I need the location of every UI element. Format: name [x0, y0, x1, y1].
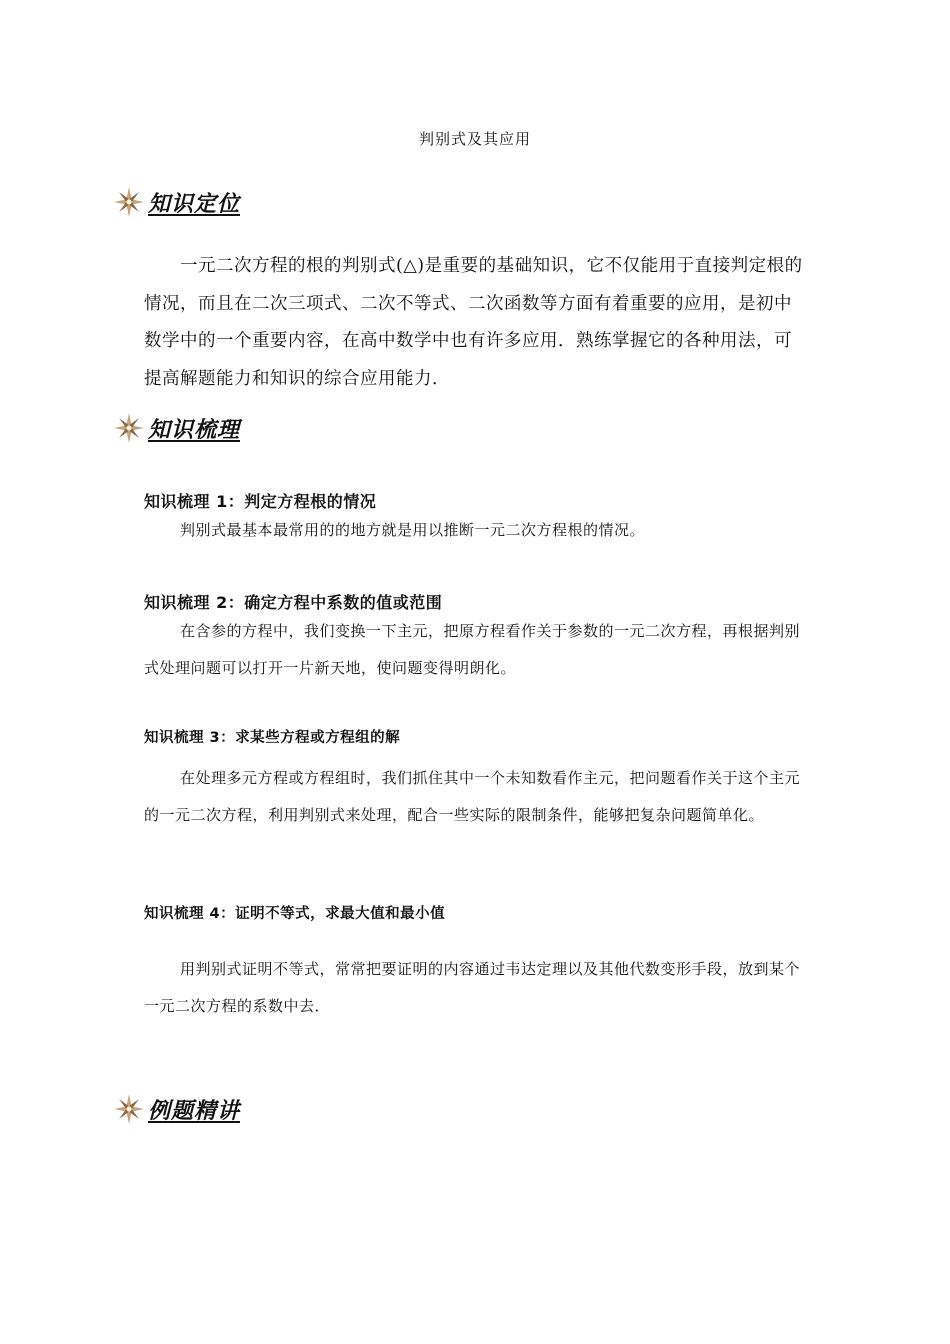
- topic-text: 在含参的方程中，我们变换一下主元，把原方程看作关于参数的一元二次方程，再根据判别式处理问题可以打开一片新天地，使问题变得明朗化。: [144, 622, 801, 677]
- topic-text: 用判别式证明不等式，常常把要证明的内容通过韦达定理以及其他代数变形手段，放到某个一元二次方程的系数中去．: [144, 960, 801, 1015]
- star-burst-icon: [112, 411, 146, 445]
- section-heading-knowledge-review: [112, 410, 240, 446]
- topic-text: 在处理多元方程或方程组时，我们抓住其中一个未知数看作主元，把问题看作关于这个主元的一元二次方程，利用判别式来处理，配合一些实际的限制条件，能够把复杂问题简单化。: [144, 769, 801, 824]
- topic-heading: 知识梳理 4：证明不等式，求最大值和最小值: [144, 906, 446, 922]
- document-title: 判别式及其应用: [418, 130, 531, 148]
- section-heading-knowledge-position: [112, 184, 240, 220]
- star-burst-icon: [112, 1092, 146, 1126]
- topic-heading: 知识梳理 3：求某些方程或方程组的解: [144, 730, 401, 746]
- intro-paragraph: 一元二次方程的根的判别式(△)是重要的基础知识，它不仅能用于直接判定根的情况，而且在二次三项式、二次不等式、二次函数等方面有着重要的应用，是初中数学中的一个重要内容，在高中数学中也有许多应用．熟练掌握它的各种用法，可提高解题能力和知识的综合应用能力．: [144, 256, 803, 389]
- section-heading-example-explanation: [112, 1091, 240, 1127]
- topic-heading: 知识梳理 1：判定方程根的情况: [144, 492, 377, 511]
- topic-text: 判别式最基本最常用的的地方就是用以推断一元二次方程根的情况。: [180, 521, 646, 539]
- star-burst-icon: [112, 185, 146, 219]
- section-title: 知识梳理: [148, 417, 241, 443]
- section-title: 例题精讲: [148, 1098, 241, 1124]
- section-title: 知识定位: [148, 191, 241, 217]
- topic-heading: 知识梳理 2：确定方程中系数的值或范围: [144, 593, 443, 612]
